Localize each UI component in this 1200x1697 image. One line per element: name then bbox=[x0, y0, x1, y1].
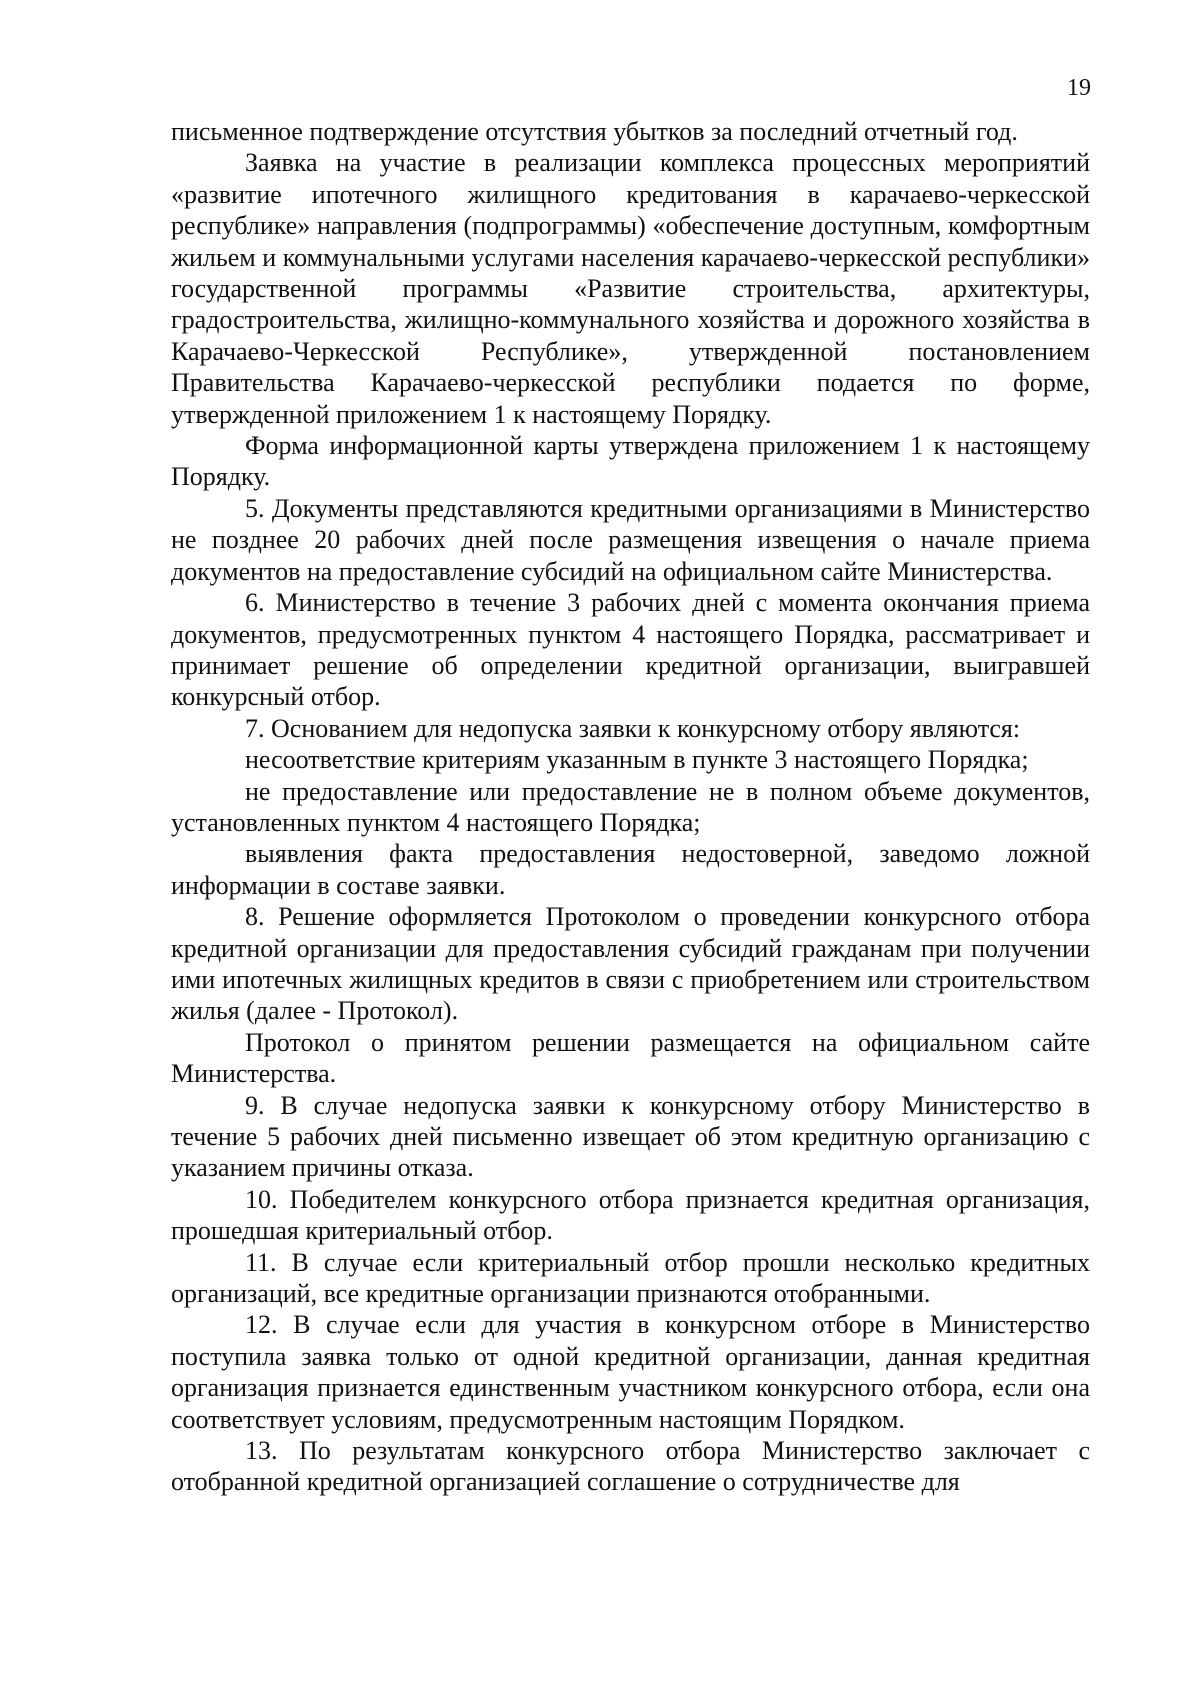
paragraph-info-card: Форма информационной карты утверждена приложением 1 к настоящему Порядку. bbox=[171, 431, 1090, 492]
paragraph-item-8: 8. Решение оформляется Протоколом о проведении конкурсного отбора кредитной организации для предоставления субсидий гражданам при получении ими ипотечных жилищных кредитов в связи с приобретением или строительством жилья (далее - Протокол). bbox=[171, 902, 1090, 1026]
paragraph-item-6: 6. Министерство в течение 3 рабочих дней с момента окончания приема документов, предусмотренных пунктом 4 настоящего Порядка, рассматривает и принимает решение об определении кредитной организации, выигравшей конкурсный отбор. bbox=[171, 588, 1090, 712]
paragraph-item-10: 10. Победителем конкурсного отбора признается кредитная организация, прошедшая критериальный отбор. bbox=[171, 1184, 1090, 1246]
paragraph-item-12: 12. В случае если для участия в конкурсном отборе в Министерство поступила заявка только от одной кредитной организации, данная кредитная организация признается единственным участником конкурсного отбора, если она соответствует условиям, предусмотренным настоящим Порядком. bbox=[171, 1310, 1090, 1434]
page-number: 19 bbox=[1067, 75, 1091, 101]
paragraph-item-13: 13. По результатам конкурсного отбора Министерство заключает с отобранной кредитной организацией соглашение о сотрудничестве для bbox=[171, 1436, 1090, 1497]
document-body bbox=[171, 116, 1090, 1498]
paragraph-item-11: 11. В случае если критериальный отбор прошли несколько кредитных организаций, все кредитные организации признаются отобранными. bbox=[171, 1247, 1090, 1309]
paragraph-item-7-criteria: несоответствие критериям указанным в пункте 3 настоящего Порядка; bbox=[245, 745, 1029, 775]
paragraph-application: Заявка на участие в реализации комплекса процессных мероприятий «развитие ипотечного жилищного кредитования в карачаево-черкесской республике» направления (подпрограммы) «обеспечение доступным, комфортным жильем и коммунальными услугами населения карачаево-черкесской республики» государственной программы «Развитие строительства, архитектуры, градостроительства, жилищно-коммунального хозяйства и дорожного хозяйства в Карачаево-Черкесской Республике», утвержденной постановлением Правительства Карачаево-черкесской республики подается по форме, утвержденной приложением 1 к настоящему Порядку. bbox=[171, 148, 1090, 429]
paragraph-item-7: 7. Основанием для недопуска заявки к конкурсному отбору являются: bbox=[245, 713, 1021, 743]
paragraph-protocol: Протокол о принятом решении размещается на официальном сайте Министерства. bbox=[171, 1027, 1090, 1089]
paragraph-continuation: письменное подтверждение отсутствия убытков за последний отчетный год. bbox=[171, 117, 1018, 146]
paragraph-item-7-documents: не предоставление или предоставление не в полном объеме документов, установленных пунктом 4 настоящего Порядка; bbox=[171, 776, 1090, 837]
paragraph-item-5: 5. Документы представляются кредитными организациями в Министерство не позднее 20 рабочих дней после размещения извещения о начале приема документов на предоставление субсидий на официальном сайте Министерства. bbox=[171, 493, 1090, 586]
paragraph-item-7-false-info: выявления факта предоставления недостоверной, заведомо ложной информации в составе заявки. bbox=[171, 839, 1090, 900]
paragraph-item-9: 9. В случае недопуска заявки к конкурсному отбору Министерство в течение 5 рабочих дней письменно извещает об этом кредитную организацию с указанием причины отказа. bbox=[171, 1090, 1090, 1183]
